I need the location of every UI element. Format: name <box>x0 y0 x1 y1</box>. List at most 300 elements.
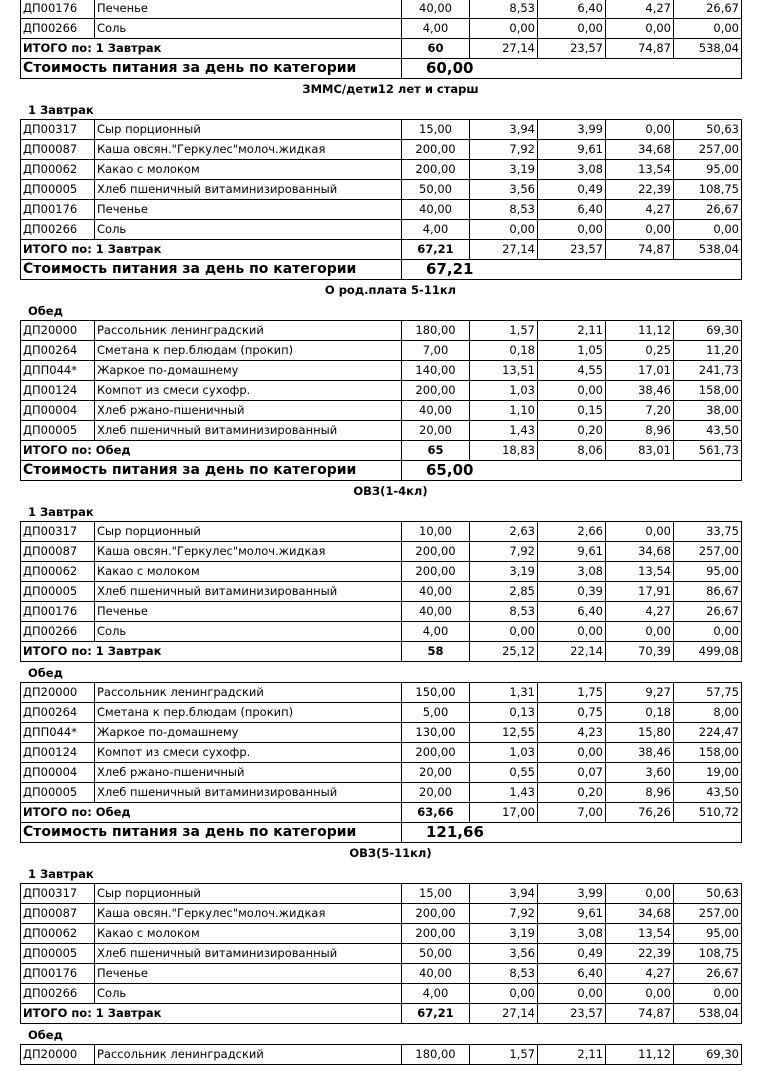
menu-table <box>20 883 742 1024</box>
dish-code: ДП00087 <box>21 140 95 160</box>
dish-quantity: 4,00 <box>402 220 470 240</box>
total-kcal: 538,04 <box>674 1004 742 1024</box>
category-block <box>20 843 741 1065</box>
daily-cost-label: Стоимость питания за день по категории <box>21 823 402 843</box>
dish-quantity: 200,00 <box>402 381 470 401</box>
total-price: 58 <box>402 642 470 662</box>
dish-fats: 0,00 <box>538 220 606 240</box>
category-title: ОВЗ(1-4кл) <box>353 484 428 498</box>
dish-kcal: 108,75 <box>674 180 742 200</box>
table-row <box>21 120 742 140</box>
dish-code: ДП00087 <box>21 904 95 924</box>
dish-kcal: 26,67 <box>674 602 742 622</box>
dish-kcal: 50,63 <box>674 120 742 140</box>
dish-fats: 4,55 <box>538 361 606 381</box>
total-fats: 23,57 <box>538 39 606 59</box>
dish-code: ДП00176 <box>21 0 95 19</box>
dish-fats: 9,61 <box>538 904 606 924</box>
daily-cost-label: Стоимость питания за день по категории <box>21 59 402 79</box>
dish-proteins: 3,19 <box>470 160 538 180</box>
dish-proteins: 3,94 <box>470 120 538 140</box>
dish-kcal: 0,00 <box>674 220 742 240</box>
dish-carbs: 0,00 <box>606 984 674 1004</box>
total-carbs: 74,87 <box>606 240 674 260</box>
dish-proteins: 8,53 <box>470 964 538 984</box>
daily-cost-row <box>21 461 742 481</box>
dish-carbs: 0,00 <box>606 220 674 240</box>
dish-code: ДП00176 <box>21 964 95 984</box>
table-row <box>21 200 742 220</box>
table-row <box>21 763 742 783</box>
category-title: ОВЗ(5-11кл) <box>349 846 432 860</box>
dish-quantity: 20,00 <box>402 421 470 441</box>
dish-name: Рассольник ленинградский <box>95 321 402 341</box>
dish-name: Сыр порционный <box>95 522 402 542</box>
meal-title: Обед <box>28 1028 63 1042</box>
dish-kcal: 50,63 <box>674 884 742 904</box>
dish-code: ДП00062 <box>21 562 95 582</box>
total-row <box>21 240 742 260</box>
dish-carbs: 34,68 <box>606 542 674 562</box>
dish-quantity: 40,00 <box>402 0 470 19</box>
dish-kcal: 257,00 <box>674 140 742 160</box>
dish-name: Какао с молоком <box>95 562 402 582</box>
dish-code: ДП00005 <box>21 421 95 441</box>
category-title: ЗММС/дети12 лет и старш <box>302 82 479 96</box>
table-row <box>21 723 742 743</box>
dish-proteins: 0,00 <box>470 984 538 1004</box>
dish-proteins: 8,53 <box>470 200 538 220</box>
menu-table <box>20 0 742 79</box>
dish-name: Хлеб пшеничный витаминизированный <box>95 944 402 964</box>
dish-name: Соль <box>95 19 402 39</box>
dish-quantity: 40,00 <box>402 200 470 220</box>
dish-carbs: 0,00 <box>606 19 674 39</box>
total-row <box>21 803 742 823</box>
dish-kcal: 43,50 <box>674 783 742 803</box>
total-fats: 8,06 <box>538 441 606 461</box>
meal-title: 1 Завтрак <box>28 867 94 881</box>
dish-kcal: 0,00 <box>674 19 742 39</box>
dish-quantity: 200,00 <box>402 562 470 582</box>
dish-name: Печенье <box>95 602 402 622</box>
dish-code: ДП00005 <box>21 944 95 964</box>
dish-code: ДП20000 <box>21 1045 95 1065</box>
dish-name: Хлеб пшеничный витаминизированный <box>95 582 402 602</box>
dish-carbs: 4,27 <box>606 602 674 622</box>
total-fats: 23,57 <box>538 240 606 260</box>
dish-carbs: 11,12 <box>606 1045 674 1065</box>
dish-proteins: 8,53 <box>470 602 538 622</box>
dish-fats: 2,11 <box>538 321 606 341</box>
table-row <box>21 602 742 622</box>
daily-cost-row <box>21 59 742 79</box>
total-price: 63,66 <box>402 803 470 823</box>
daily-cost-value: 67,21 <box>402 260 742 280</box>
dish-kcal: 241,73 <box>674 361 742 381</box>
total-price: 65 <box>402 441 470 461</box>
dish-kcal: 158,00 <box>674 381 742 401</box>
dish-carbs: 0,00 <box>606 120 674 140</box>
dish-carbs: 0,25 <box>606 341 674 361</box>
table-row <box>21 401 742 421</box>
dish-carbs: 0,00 <box>606 884 674 904</box>
dish-proteins: 3,56 <box>470 180 538 200</box>
total-kcal: 499,08 <box>674 642 742 662</box>
table-row <box>21 19 742 39</box>
dish-fats: 3,99 <box>538 884 606 904</box>
daily-cost-value: 65,00 <box>402 461 742 481</box>
dish-name: Хлеб пшеничный витаминизированный <box>95 783 402 803</box>
dish-quantity: 4,00 <box>402 622 470 642</box>
dish-code: ДП00264 <box>21 341 95 361</box>
dish-kcal: 19,00 <box>674 763 742 783</box>
table-row <box>21 180 742 200</box>
dish-code: ДП00266 <box>21 220 95 240</box>
table-row <box>21 743 742 763</box>
dish-kcal: 86,67 <box>674 582 742 602</box>
daily-cost-row <box>21 823 742 843</box>
dish-name: Хлеб пшеничный витаминизированный <box>95 421 402 441</box>
dish-quantity: 40,00 <box>402 602 470 622</box>
total-label: ИТОГО по: 1 Завтрак <box>21 642 402 662</box>
dish-code: ДП00266 <box>21 19 95 39</box>
dish-fats: 0,39 <box>538 582 606 602</box>
dish-quantity: 200,00 <box>402 140 470 160</box>
dish-fats: 1,75 <box>538 683 606 703</box>
dish-carbs: 0,00 <box>606 622 674 642</box>
dish-carbs: 34,68 <box>606 904 674 924</box>
dish-kcal: 95,00 <box>674 562 742 582</box>
dish-quantity: 50,00 <box>402 944 470 964</box>
dish-name: Жаркое по-домашнему <box>95 361 402 381</box>
total-proteins: 25,12 <box>470 642 538 662</box>
dish-proteins: 7,92 <box>470 904 538 924</box>
dish-proteins: 1,31 <box>470 683 538 703</box>
total-kcal: 510,72 <box>674 803 742 823</box>
dish-kcal: 257,00 <box>674 542 742 562</box>
dish-fats: 4,23 <box>538 723 606 743</box>
dish-proteins: 2,85 <box>470 582 538 602</box>
dish-code: ДП00087 <box>21 542 95 562</box>
dish-fats: 0,07 <box>538 763 606 783</box>
dish-proteins: 0,55 <box>470 763 538 783</box>
total-fats: 23,57 <box>538 1004 606 1024</box>
total-kcal: 561,73 <box>674 441 742 461</box>
dish-name: Печенье <box>95 200 402 220</box>
dish-carbs: 13,54 <box>606 562 674 582</box>
dish-kcal: 0,00 <box>674 622 742 642</box>
dish-code: ДП00005 <box>21 582 95 602</box>
category-title: О род.плата 5-11кл <box>324 283 457 297</box>
table-row <box>21 0 742 19</box>
dish-kcal: 26,67 <box>674 0 742 19</box>
dish-code: ДП00124 <box>21 743 95 763</box>
dish-carbs: 4,27 <box>606 200 674 220</box>
dish-carbs: 4,27 <box>606 0 674 19</box>
dish-kcal: 69,30 <box>674 321 742 341</box>
dish-carbs: 0,00 <box>606 522 674 542</box>
dish-fats: 6,40 <box>538 602 606 622</box>
dish-name: Хлеб ржано-пшеничный <box>95 763 402 783</box>
dish-name: Рассольник ленинградский <box>95 1045 402 1065</box>
dish-proteins: 0,00 <box>470 622 538 642</box>
dish-kcal: 224,47 <box>674 723 742 743</box>
dish-code: ДП00176 <box>21 602 95 622</box>
dish-kcal: 57,75 <box>674 683 742 703</box>
total-proteins: 27,14 <box>470 39 538 59</box>
dish-kcal: 26,67 <box>674 200 742 220</box>
total-fats: 22,14 <box>538 642 606 662</box>
dish-fats: 9,61 <box>538 542 606 562</box>
dish-proteins: 0,13 <box>470 703 538 723</box>
category-block <box>20 280 741 481</box>
dish-fats: 2,11 <box>538 1045 606 1065</box>
dish-quantity: 4,00 <box>402 19 470 39</box>
menu-table <box>20 521 742 662</box>
category-block <box>20 0 741 79</box>
dish-carbs: 17,91 <box>606 582 674 602</box>
dish-quantity: 200,00 <box>402 743 470 763</box>
table-row <box>21 220 742 240</box>
dish-name: Сыр порционный <box>95 120 402 140</box>
dish-quantity: 5,00 <box>402 703 470 723</box>
menu-document <box>20 0 741 1065</box>
category-block <box>20 481 741 843</box>
dish-kcal: 33,75 <box>674 522 742 542</box>
dish-fats: 6,40 <box>538 0 606 19</box>
dish-fats: 3,08 <box>538 160 606 180</box>
table-row <box>21 562 742 582</box>
dish-quantity: 15,00 <box>402 884 470 904</box>
table-row <box>21 944 742 964</box>
dish-quantity: 180,00 <box>402 321 470 341</box>
dish-proteins: 1,03 <box>470 743 538 763</box>
dish-name: Каша овсян."Геркулес"молоч.жидкая <box>95 542 402 562</box>
total-kcal: 538,04 <box>674 240 742 260</box>
dish-carbs: 22,39 <box>606 944 674 964</box>
dish-proteins: 3,19 <box>470 562 538 582</box>
dish-quantity: 40,00 <box>402 964 470 984</box>
dish-carbs: 0,18 <box>606 703 674 723</box>
table-row <box>21 622 742 642</box>
dish-proteins: 1,10 <box>470 401 538 421</box>
dish-code: ДП20000 <box>21 683 95 703</box>
dish-kcal: 8,00 <box>674 703 742 723</box>
total-price: 60 <box>402 39 470 59</box>
dish-proteins: 8,53 <box>470 0 538 19</box>
dish-quantity: 50,00 <box>402 180 470 200</box>
table-row <box>21 884 742 904</box>
dish-name: Какао с молоком <box>95 160 402 180</box>
table-row <box>21 1045 742 1065</box>
dish-name: Рассольник ленинградский <box>95 683 402 703</box>
dish-carbs: 3,60 <box>606 763 674 783</box>
dish-name: Сметана к пер.блюдам (прокип) <box>95 341 402 361</box>
dish-carbs: 13,54 <box>606 160 674 180</box>
dish-name: Хлеб ржано-пшеничный <box>95 401 402 421</box>
daily-cost-value: 60,00 <box>402 59 742 79</box>
total-row <box>21 642 742 662</box>
category-block <box>20 79 741 280</box>
dish-code: ДП00004 <box>21 401 95 421</box>
dish-kcal: 95,00 <box>674 924 742 944</box>
dish-kcal: 43,50 <box>674 421 742 441</box>
dish-proteins: 7,92 <box>470 542 538 562</box>
dish-name: Сыр порционный <box>95 884 402 904</box>
dish-name: Компот из смеси сухофр. <box>95 381 402 401</box>
dish-code: ДП00005 <box>21 180 95 200</box>
dish-quantity: 180,00 <box>402 1045 470 1065</box>
dish-code: ДП00317 <box>21 884 95 904</box>
dish-proteins: 3,56 <box>470 944 538 964</box>
table-row <box>21 321 742 341</box>
dish-proteins: 13,51 <box>470 361 538 381</box>
dish-quantity: 150,00 <box>402 683 470 703</box>
total-fats: 7,00 <box>538 803 606 823</box>
table-row <box>21 904 742 924</box>
total-carbs: 83,01 <box>606 441 674 461</box>
dish-carbs: 8,96 <box>606 783 674 803</box>
dish-code: ДП00005 <box>21 783 95 803</box>
daily-cost-value: 121,66 <box>402 823 742 843</box>
dish-fats: 3,08 <box>538 924 606 944</box>
dish-name: Печенье <box>95 0 402 19</box>
dish-quantity: 40,00 <box>402 401 470 421</box>
dish-name: Соль <box>95 622 402 642</box>
dish-name: Какао с молоком <box>95 924 402 944</box>
dish-proteins: 1,03 <box>470 381 538 401</box>
dish-name: Каша овсян."Геркулес"молоч.жидкая <box>95 140 402 160</box>
table-row <box>21 140 742 160</box>
dish-code: ДП00062 <box>21 924 95 944</box>
total-kcal: 538,04 <box>674 39 742 59</box>
dish-name: Компот из смеси сухофр. <box>95 743 402 763</box>
dish-fats: 3,99 <box>538 120 606 140</box>
dish-quantity: 130,00 <box>402 723 470 743</box>
table-row <box>21 924 742 944</box>
total-label: ИТОГО по: 1 Завтрак <box>21 1004 402 1024</box>
dish-code: ДПП044* <box>21 361 95 381</box>
daily-cost-label: Стоимость питания за день по категории <box>21 260 402 280</box>
dish-fats: 0,49 <box>538 944 606 964</box>
dish-kcal: 26,67 <box>674 964 742 984</box>
dish-code: ДП00062 <box>21 160 95 180</box>
total-carbs: 74,87 <box>606 39 674 59</box>
total-carbs: 76,26 <box>606 803 674 823</box>
meal-title: Обед <box>28 666 63 680</box>
meal-title: 1 Завтрак <box>28 505 94 519</box>
dish-code: ДП00266 <box>21 984 95 1004</box>
table-row <box>21 783 742 803</box>
table-row <box>21 984 742 1004</box>
dish-carbs: 38,46 <box>606 743 674 763</box>
dish-carbs: 4,27 <box>606 964 674 984</box>
dish-quantity: 200,00 <box>402 924 470 944</box>
dish-fats: 3,08 <box>538 562 606 582</box>
dish-fats: 0,49 <box>538 180 606 200</box>
total-row <box>21 1004 742 1024</box>
dish-quantity: 4,00 <box>402 984 470 1004</box>
dish-carbs: 11,12 <box>606 321 674 341</box>
dish-carbs: 34,68 <box>606 140 674 160</box>
dish-quantity: 200,00 <box>402 904 470 924</box>
dish-fats: 0,00 <box>538 984 606 1004</box>
total-proteins: 18,83 <box>470 441 538 461</box>
meal-title: 1 Завтрак <box>28 103 94 117</box>
dish-fats: 0,00 <box>538 743 606 763</box>
dish-quantity: 200,00 <box>402 542 470 562</box>
dish-fats: 9,61 <box>538 140 606 160</box>
dish-carbs: 17,01 <box>606 361 674 381</box>
dish-fats: 0,15 <box>538 401 606 421</box>
dish-proteins: 0,18 <box>470 341 538 361</box>
dish-quantity: 20,00 <box>402 763 470 783</box>
dish-fats: 1,05 <box>538 341 606 361</box>
menu-table <box>20 1044 742 1065</box>
dish-proteins: 7,92 <box>470 140 538 160</box>
table-row <box>21 964 742 984</box>
dish-kcal: 108,75 <box>674 944 742 964</box>
total-row <box>21 441 742 461</box>
table-row <box>21 361 742 381</box>
dish-carbs: 22,39 <box>606 180 674 200</box>
dish-carbs: 7,20 <box>606 401 674 421</box>
dish-code: ДП00176 <box>21 200 95 220</box>
total-row <box>21 39 742 59</box>
total-label: ИТОГО по: 1 Завтрак <box>21 39 402 59</box>
table-row <box>21 542 742 562</box>
dish-proteins: 0,00 <box>470 19 538 39</box>
dish-quantity: 200,00 <box>402 160 470 180</box>
table-row <box>21 160 742 180</box>
dish-quantity: 15,00 <box>402 120 470 140</box>
dish-proteins: 1,57 <box>470 1045 538 1065</box>
dish-code: ДП00004 <box>21 763 95 783</box>
dish-kcal: 38,00 <box>674 401 742 421</box>
dish-quantity: 40,00 <box>402 582 470 602</box>
table-row <box>21 341 742 361</box>
dish-proteins: 12,55 <box>470 723 538 743</box>
table-row <box>21 683 742 703</box>
table-row <box>21 582 742 602</box>
dish-kcal: 69,30 <box>674 1045 742 1065</box>
dish-kcal: 158,00 <box>674 743 742 763</box>
dish-fats: 0,00 <box>538 381 606 401</box>
menu-table <box>20 119 742 280</box>
dish-carbs: 8,96 <box>606 421 674 441</box>
dish-fats: 2,66 <box>538 522 606 542</box>
dish-proteins: 3,19 <box>470 924 538 944</box>
dish-kcal: 95,00 <box>674 160 742 180</box>
total-price: 67,21 <box>402 1004 470 1024</box>
dish-fats: 6,40 <box>538 964 606 984</box>
menu-table <box>20 682 742 843</box>
dish-code: ДП00264 <box>21 703 95 723</box>
dish-quantity: 10,00 <box>402 522 470 542</box>
dish-fats: 6,40 <box>538 200 606 220</box>
dish-carbs: 15,80 <box>606 723 674 743</box>
dish-name: Сметана к пер.блюдам (прокип) <box>95 703 402 723</box>
total-label: ИТОГО по: 1 Завтрак <box>21 240 402 260</box>
dish-code: ДПП044* <box>21 723 95 743</box>
dish-code: ДП00266 <box>21 622 95 642</box>
table-row <box>21 381 742 401</box>
dish-fats: 0,20 <box>538 421 606 441</box>
dish-name: Соль <box>95 984 402 1004</box>
dish-name: Печенье <box>95 964 402 984</box>
total-carbs: 74,87 <box>606 1004 674 1024</box>
